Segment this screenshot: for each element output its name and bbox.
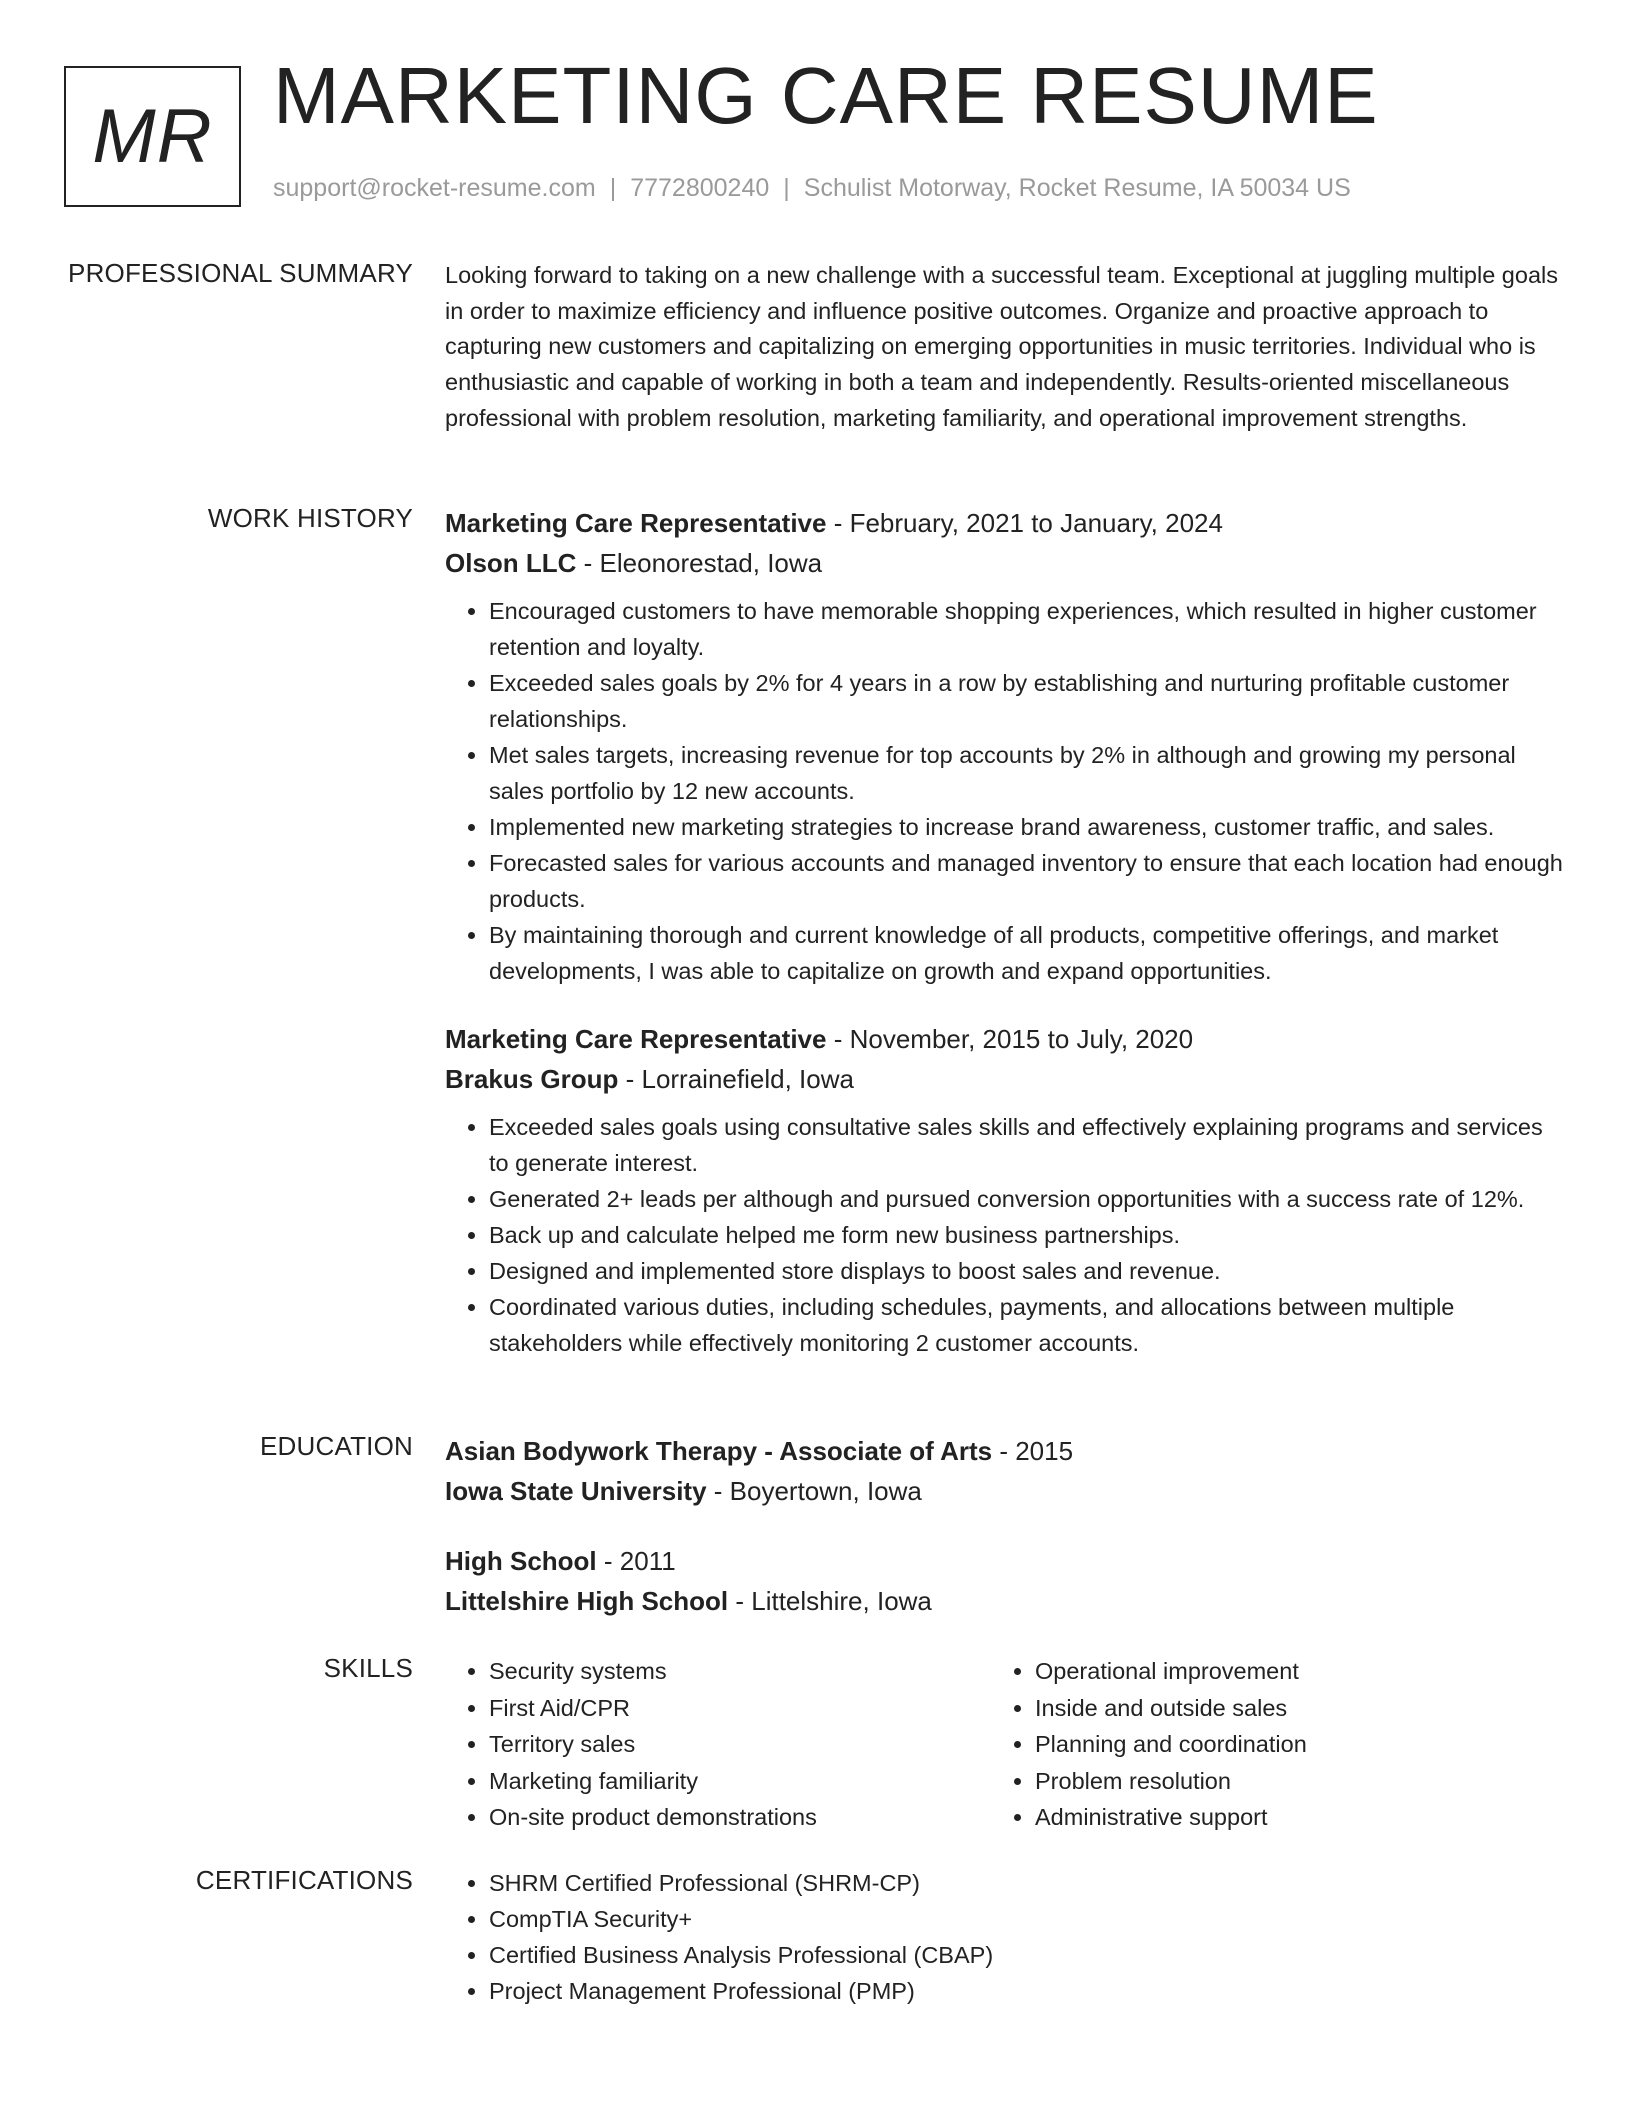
education-body	[445, 1431, 1565, 1621]
job-bullet: • By maintaining thorough and current knowledge of all products, competitive offerings, and market developments, I was able to capitalize on growth and expand opportunities.	[489, 917, 1565, 989]
education-entry	[445, 1431, 1565, 1511]
contact-email: support@rocket-resume.com	[273, 174, 596, 202]
job-bullets	[445, 593, 1565, 989]
job-location: - Lorrainefield, Iowa	[618, 1064, 854, 1094]
job-company-line	[445, 543, 1565, 583]
job-title: Marketing Care Representative	[445, 508, 827, 538]
skill-item: • Problem resolution	[1035, 1763, 1537, 1800]
job-bullet: • Back up and calculate helped me form new business partnerships.	[489, 1217, 1565, 1253]
skill-item: • On-site product demonstrations	[489, 1799, 991, 1836]
certification-item: • Project Management Professional (PMP)	[489, 1973, 1565, 2009]
degree-year: - 2011	[596, 1546, 676, 1576]
certifications-list	[445, 1865, 1565, 2009]
skill-item: • First Aid/CPR	[489, 1690, 991, 1727]
job-title: Marketing Care Representative	[445, 1024, 827, 1054]
school-location: - Boyertown, Iowa	[706, 1476, 922, 1506]
degree-line	[445, 1541, 1565, 1581]
contact-separator: |	[783, 174, 790, 202]
degree: High School	[445, 1546, 597, 1576]
school-line	[445, 1471, 1565, 1511]
job-entry	[445, 1019, 1565, 1361]
skills-list-right	[991, 1653, 1537, 1836]
section-label-skills: SKILLS	[323, 1653, 413, 1683]
job-company: Olson LLC	[445, 548, 577, 578]
job-dates: - February, 2021 to January, 2024	[826, 508, 1223, 538]
contact-separator: |	[609, 174, 617, 202]
job-title-line	[445, 503, 1565, 543]
job-bullet: • Exceeded sales goals using consultative sales skills and effectively explaining programs and services to generate interest.	[489, 1109, 1565, 1181]
job-bullet: • Generated 2+ leads per although and pursued conversion opportunities with a success rate of 12%.	[489, 1181, 1565, 1217]
work-history-body	[445, 503, 1565, 1361]
job-bullet: • Forecasted sales for various accounts and managed inventory to ensure that each location had enough products.	[489, 845, 1565, 917]
section-label-work: WORK HISTORY	[207, 503, 413, 533]
job-bullet: • Exceeded sales goals by 2% for 4 years in a row by establishing and nurturing profitable customer relationships.	[489, 665, 1565, 737]
skills-list-left	[445, 1653, 991, 1836]
degree-year: - 2015	[992, 1436, 1074, 1466]
skill-item: • Operational improvement	[1035, 1653, 1537, 1690]
section-label-education: EDUCATION	[260, 1431, 413, 1461]
section-label-summary: PROFESSIONAL SUMMARY	[68, 258, 413, 288]
skill-item: • Planning and coordination	[1035, 1726, 1537, 1763]
monogram-initials: MR	[92, 94, 213, 179]
skill-item: • Administrative support	[1035, 1799, 1537, 1836]
skill-item: • Security systems	[489, 1653, 991, 1690]
monogram-box	[64, 66, 241, 207]
certification-item: • CompTIA Security+	[489, 1901, 1565, 1937]
degree-line	[445, 1431, 1565, 1471]
job-dates: - November, 2015 to July, 2020	[826, 1024, 1194, 1054]
resume-title: MARKETING CARE RESUME	[273, 51, 1379, 140]
certification-item: • SHRM Certified Professional (SHRM-CP)	[489, 1865, 1565, 1901]
job-bullet: • Implemented new marketing strategies to increase brand awareness, customer traffic, and sales.	[489, 809, 1565, 845]
contact-address: Schulist Motorway, Rocket Resume, IA 50034 US	[803, 174, 1351, 202]
job-title-line	[445, 1019, 1565, 1059]
certification-item: • Certified Business Analysis Professional (CBAP)	[489, 1937, 1565, 1973]
job-bullet: • Coordinated various duties, including schedules, payments, and allocations between multiple stakeholders while effectively monitoring 2 customer accounts.	[489, 1289, 1565, 1361]
job-bullets	[445, 1109, 1565, 1361]
job-bullet: • Designed and implemented store displays to boost sales and revenue.	[489, 1253, 1565, 1289]
education-entry	[445, 1541, 1565, 1621]
degree: Asian Bodywork Therapy - Associate of Arts	[445, 1436, 993, 1466]
job-bullet: • Met sales targets, increasing revenue for top accounts by 2% in although and growing my personal sales portfolio by 12 new accounts.	[489, 737, 1565, 809]
job-bullet: • Encouraged customers to have memorable shopping experiences, which resulted in higher customer retention and loyalty.	[489, 593, 1565, 665]
skill-item: • Territory sales	[489, 1726, 991, 1763]
school-line	[445, 1581, 1565, 1621]
contact-line	[273, 174, 1351, 203]
summary-text: Looking forward to taking on a new challenge with a successful team. Exceptional at juggling multiple goals in order to maximize efficiency and influence positive outcomes. Organize and proactive approach to capturing new customers and capitalizing on emerging opportunities in music territories. Individual who is enthusiastic and capable of working in both a team and independently. Results-oriented miscellaneous professional with problem resolution, marketing familiarity, and operational improvement strengths.	[445, 262, 1558, 431]
skills-body	[445, 1653, 1565, 1836]
contact-phone: 7772800240	[630, 174, 770, 202]
certifications-body	[445, 1865, 1565, 2009]
job-entry	[445, 503, 1565, 989]
job-location: - Eleonorestad, Iowa	[576, 548, 823, 578]
skill-item: • Inside and outside sales	[1035, 1690, 1537, 1727]
job-company: Brakus Group	[445, 1064, 619, 1094]
school-location: - Littelshire, Iowa	[728, 1586, 932, 1616]
skill-item: • Marketing familiarity	[489, 1763, 991, 1800]
section-label-certifications: CERTIFICATIONS	[195, 1865, 413, 1895]
school: Iowa State University	[445, 1476, 707, 1506]
school: Littelshire High School	[445, 1586, 729, 1616]
job-company-line	[445, 1059, 1565, 1099]
